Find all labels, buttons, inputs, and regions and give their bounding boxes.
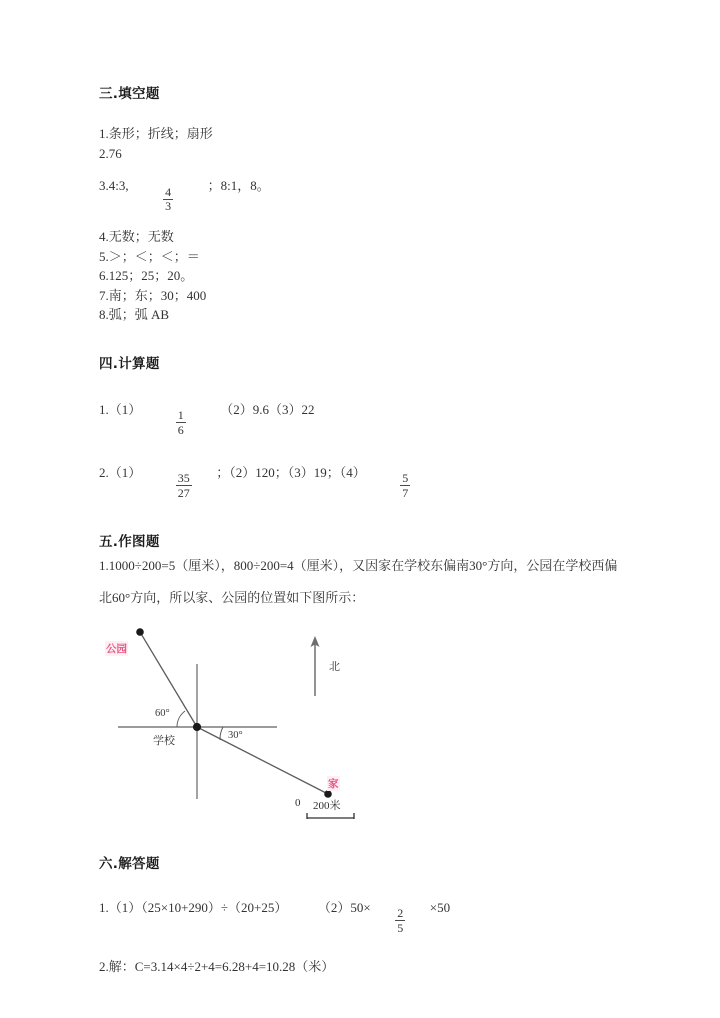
- fraction-one-sixth: [176, 409, 186, 436]
- figure-label-angle-60: 60°: [155, 707, 170, 719]
- answer-item-7: 7.南；东；30；400: [99, 287, 207, 303]
- figure-label-scale-value: 200米: [313, 799, 341, 812]
- fraction-denominator: 3: [165, 199, 172, 214]
- figure-label-north: 北: [329, 659, 340, 673]
- answer-item-3: [99, 176, 639, 214]
- answer-question-item-1-prefix: 1.（1）（25×10+290）÷（20+25）: [99, 899, 288, 915]
- figure-label-scale-zero: 0: [295, 796, 301, 809]
- calculation-item-1-suffix: （2）9.6（3）22: [220, 401, 315, 417]
- answer-item-1: 1.条形；折线；扇形: [99, 126, 213, 141]
- point-park: [136, 628, 144, 636]
- figure-label-park: 公园: [106, 642, 127, 655]
- figure-label-school: 学校: [153, 733, 175, 747]
- section-heading-fill-in-blank: 三.填空题: [99, 86, 160, 102]
- calculation-item-2-middle: ；（2）120；（3）19；（4）: [216, 464, 366, 480]
- angle-arc-60: [177, 711, 185, 727]
- angle-arc-30: [220, 727, 223, 740]
- answer-question-item-2: 2.解：C=3.14×4÷2+4=6.28+4=10.28（米）: [99, 958, 335, 974]
- fraction-denominator: 5: [397, 920, 404, 935]
- fraction-numerator: 1: [177, 408, 184, 423]
- direction-diagram-figure: [99, 628, 639, 824]
- fraction-denominator: 6: [177, 422, 184, 437]
- answer-item-3-suffix: ；8:1，8。: [207, 178, 270, 193]
- figure-label-angle-30: 30°: [228, 729, 243, 741]
- section-heading-answer-questions: 六.解答题: [99, 855, 160, 872]
- point-school: [193, 722, 201, 730]
- calculation-item-1-prefix: 1.（1）: [99, 401, 142, 417]
- answer-item-4: 4.无数；无数: [99, 229, 174, 245]
- page-content: [99, 82, 639, 976]
- fraction-denominator: 7: [402, 485, 409, 500]
- calculation-item-2-prefix: 2.（1）: [99, 464, 142, 480]
- fraction-numerator: 5: [402, 471, 409, 486]
- answer-item-3-prefix: 3.4:3,: [99, 178, 129, 193]
- answer-question-item-1-suffix: ×50: [429, 899, 451, 915]
- fraction-denominator: 27: [177, 485, 190, 500]
- figure-label-home: 家: [328, 777, 339, 790]
- calculation-item-2: [99, 463, 639, 501]
- fraction-numerator: 35: [177, 471, 190, 486]
- answer-question-item-1-middle: （2）50×: [317, 899, 371, 915]
- section-heading-drawing: 五.作图题: [99, 533, 160, 550]
- answer-question-item-1: [99, 898, 639, 936]
- answer-item-8: 8.弧；弧 AB: [99, 307, 170, 323]
- answer-item-6: 6.125；25；20。: [99, 268, 194, 284]
- drawing-problem-paragraph: 1.1000÷200=5（厘米），800÷200=4（厘米），又因家在学校东偏南30°方向，公园在学校西偏北60°方向，所以家、公园的位置如下图所示：: [99, 557, 618, 605]
- fraction-numerator: 4: [165, 184, 172, 199]
- fraction-four-thirds: [163, 186, 173, 213]
- answer-item-2: 2.76: [99, 145, 122, 161]
- section-heading-calculation: 四.计算题: [99, 355, 160, 372]
- fraction-thirtyfive-twentysevenths: [176, 472, 192, 499]
- calculation-item-1: [99, 400, 639, 438]
- fraction-numerator: 2: [397, 906, 404, 921]
- answer-item-5: 5.＞；＜；＜；＝: [99, 248, 200, 264]
- direction-diagram-svg: [99, 628, 639, 824]
- fill-in-blank-answers: [99, 124, 639, 325]
- ray-to-home: [197, 727, 328, 794]
- fraction-two-fifths: [395, 907, 405, 934]
- fraction-five-sevenths: [400, 472, 410, 499]
